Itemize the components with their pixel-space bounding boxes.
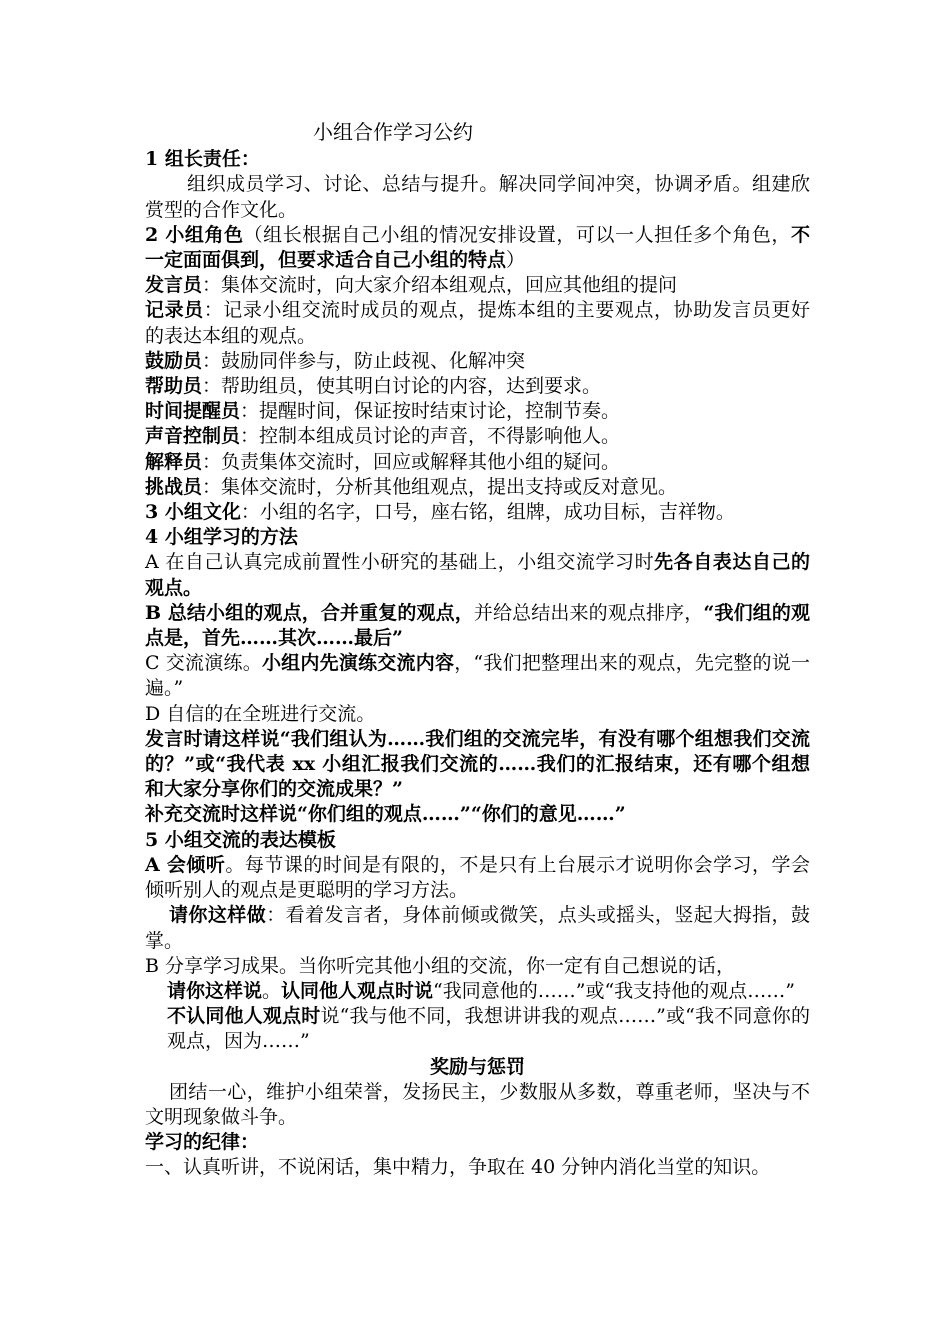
do-emphasis: 请你这样做 (169, 904, 267, 927)
item-a-emphasis: A 会倾听 (145, 853, 226, 876)
section-2-note-b: 不一定面面俱到，但要求适合自己小组的特点 (145, 223, 810, 272)
role-timekeeper (145, 399, 810, 424)
role-desc: ：集体交流时，分析其他组观点，提出支持或反对意见。 (202, 475, 678, 498)
role-speaker (145, 273, 810, 298)
role-desc: ：负责集体交流时，回应或解释其他小组的疑问。 (202, 450, 621, 473)
section-5-heading: 5 小组交流的表达模板 (145, 828, 336, 851)
role-name: 帮助员 (145, 375, 203, 398)
role-challenger (145, 475, 810, 500)
section-4-speak-template: 发言时请这样说“我们组认为……我们组的交流完毕，有没有哪个组想我们交流的？”或“我代表 xx 小组汇报我们交流的……我们的汇报结束，还有哪个组想和大家分享你们的交流成果？” (145, 727, 810, 801)
item-b-quote: “我们组的观点是，首先……其次……最后” (145, 601, 810, 650)
discipline-item-1: 一、认真听讲，不说闲话，集中精力，争取在 40 分钟内消化当堂的知识。 (145, 1156, 771, 1179)
role-desc: ：记录小组交流时成员的观点，提炼本组的主要观点，协助发言员更好的表达本组的观点。 (145, 299, 810, 347)
do-text: ：看着发言者，身体前倾或微笑，点头或摇头，竖起大拇指，鼓掌。 (145, 904, 810, 952)
section-5-item-a-do (145, 903, 810, 953)
section-1-heading: 1 组长责任： (145, 148, 260, 171)
disagree-text: 说“我与他不同，我想讲讲我的观点……”或“我不同意你的观点，因为……” (167, 1005, 810, 1053)
disagree-emphasis: 不认同他人观点时 (167, 1005, 321, 1028)
section-5-item-b: B 分享学习成果。当你听完其他小组的交流，你一定有自己想说的话， (145, 954, 736, 977)
role-recorder (145, 298, 810, 348)
role-name: 鼓励员 (145, 349, 203, 372)
role-name: 解释员 (145, 450, 203, 473)
role-desc: ：提醒时间，保证按时结束讨论，控制节奏。 (240, 400, 621, 423)
item-c-quote: ，“我们把整理出来的观点，先完整的说一遍。” (145, 652, 810, 700)
section-4-item-d: D 自信的在全班进行交流。 (145, 702, 376, 725)
section-3-body: ：小组的名字，口号，座右铭，组牌，成功目标，吉祥物。 (240, 501, 735, 524)
section-4-item-c (145, 651, 810, 701)
role-name: 声音控制员 (145, 425, 241, 448)
role-helper (145, 374, 810, 399)
section-4-item-b (145, 601, 810, 651)
role-name: 记录员 (145, 299, 204, 322)
section-2-heading-line (145, 223, 810, 273)
role-volume-controller (145, 424, 810, 449)
reward-body: 团结一心，维护小组荣誉，发扬民主，少数服从多数，尊重老师，坚决与不文明现象做斗争。 (145, 1080, 810, 1128)
item-a-text: 。每节课的时间是有限的，不是只有上台展示才说明你会学习，学会倾听别人的观点是更聪明的学习方法。 (145, 853, 810, 902)
document-title: 小组合作学习公约 (313, 120, 473, 144)
reward-heading: 奖励与惩罚 (429, 1055, 525, 1078)
discipline-heading: 学习的纪律： (145, 1131, 260, 1154)
say-emphasis: 请你这样说 (167, 979, 263, 1002)
item-a-emphasis: 先各自表达自己的观点。 (145, 551, 810, 599)
section-5-item-b-disagree (145, 1004, 810, 1054)
section-4-heading: 4 小组学习的方法 (145, 526, 298, 549)
role-name: 挑战员 (145, 475, 203, 498)
role-desc: ：控制本组成员讨论的声音，不得影响他人。 (240, 425, 621, 448)
role-encourager (145, 349, 810, 374)
role-desc: ：鼓励同伴参与，防止歧视、化解冲突 (202, 349, 526, 372)
say-sep: 。 (262, 979, 282, 1002)
section-4-item-a (145, 550, 810, 600)
item-b-text: 并给总结出来的观点排序， (473, 601, 704, 624)
section-5-item-a (145, 853, 810, 903)
item-a-text: A 在自己认真完成前置性小研究的基础上，小组交流学习时 (145, 551, 655, 574)
section-2-note-a: （组长根据自己小组的情况安排设置，可以一人担任多个角色， (243, 223, 791, 246)
role-desc: ：集体交流时，向大家介绍本组观点，回应其他组的提问 (202, 274, 678, 297)
item-c-emphasis: 小组内先演练交流内容 (261, 652, 455, 675)
role-name: 时间提醒员 (145, 400, 241, 423)
section-3-heading: 3 小组文化 (145, 501, 241, 524)
role-name: 发言员 (145, 274, 203, 297)
section-2-heading: 2 小组角色 (145, 223, 244, 246)
role-explainer (145, 450, 810, 475)
item-b-emphasis: B 总结小组的观点，合并重复的观点， (145, 601, 474, 624)
document-page (145, 120, 810, 1181)
agree-text: “我同意他的……”或“我支持他的观点……” (433, 979, 795, 1002)
section-2-note-c: ） (506, 249, 526, 272)
role-desc: ：帮助组员，使其明白讨论的内容，达到要求。 (202, 375, 602, 398)
item-c-text: C 交流演练。 (145, 652, 262, 675)
section-3 (145, 500, 810, 525)
agree-emphasis: 认同他人观点时说 (281, 979, 434, 1002)
section-1-body: 组织成员学习、讨论、总结与提升。解决同学间冲突，协调矛盾。组建欣赏型的合作文化。 (145, 173, 810, 221)
section-4-supplement-template: 补充交流时这样说“你们组的观点……”“你们的意见……” (145, 803, 626, 826)
section-5-item-b-agree (145, 979, 810, 1004)
